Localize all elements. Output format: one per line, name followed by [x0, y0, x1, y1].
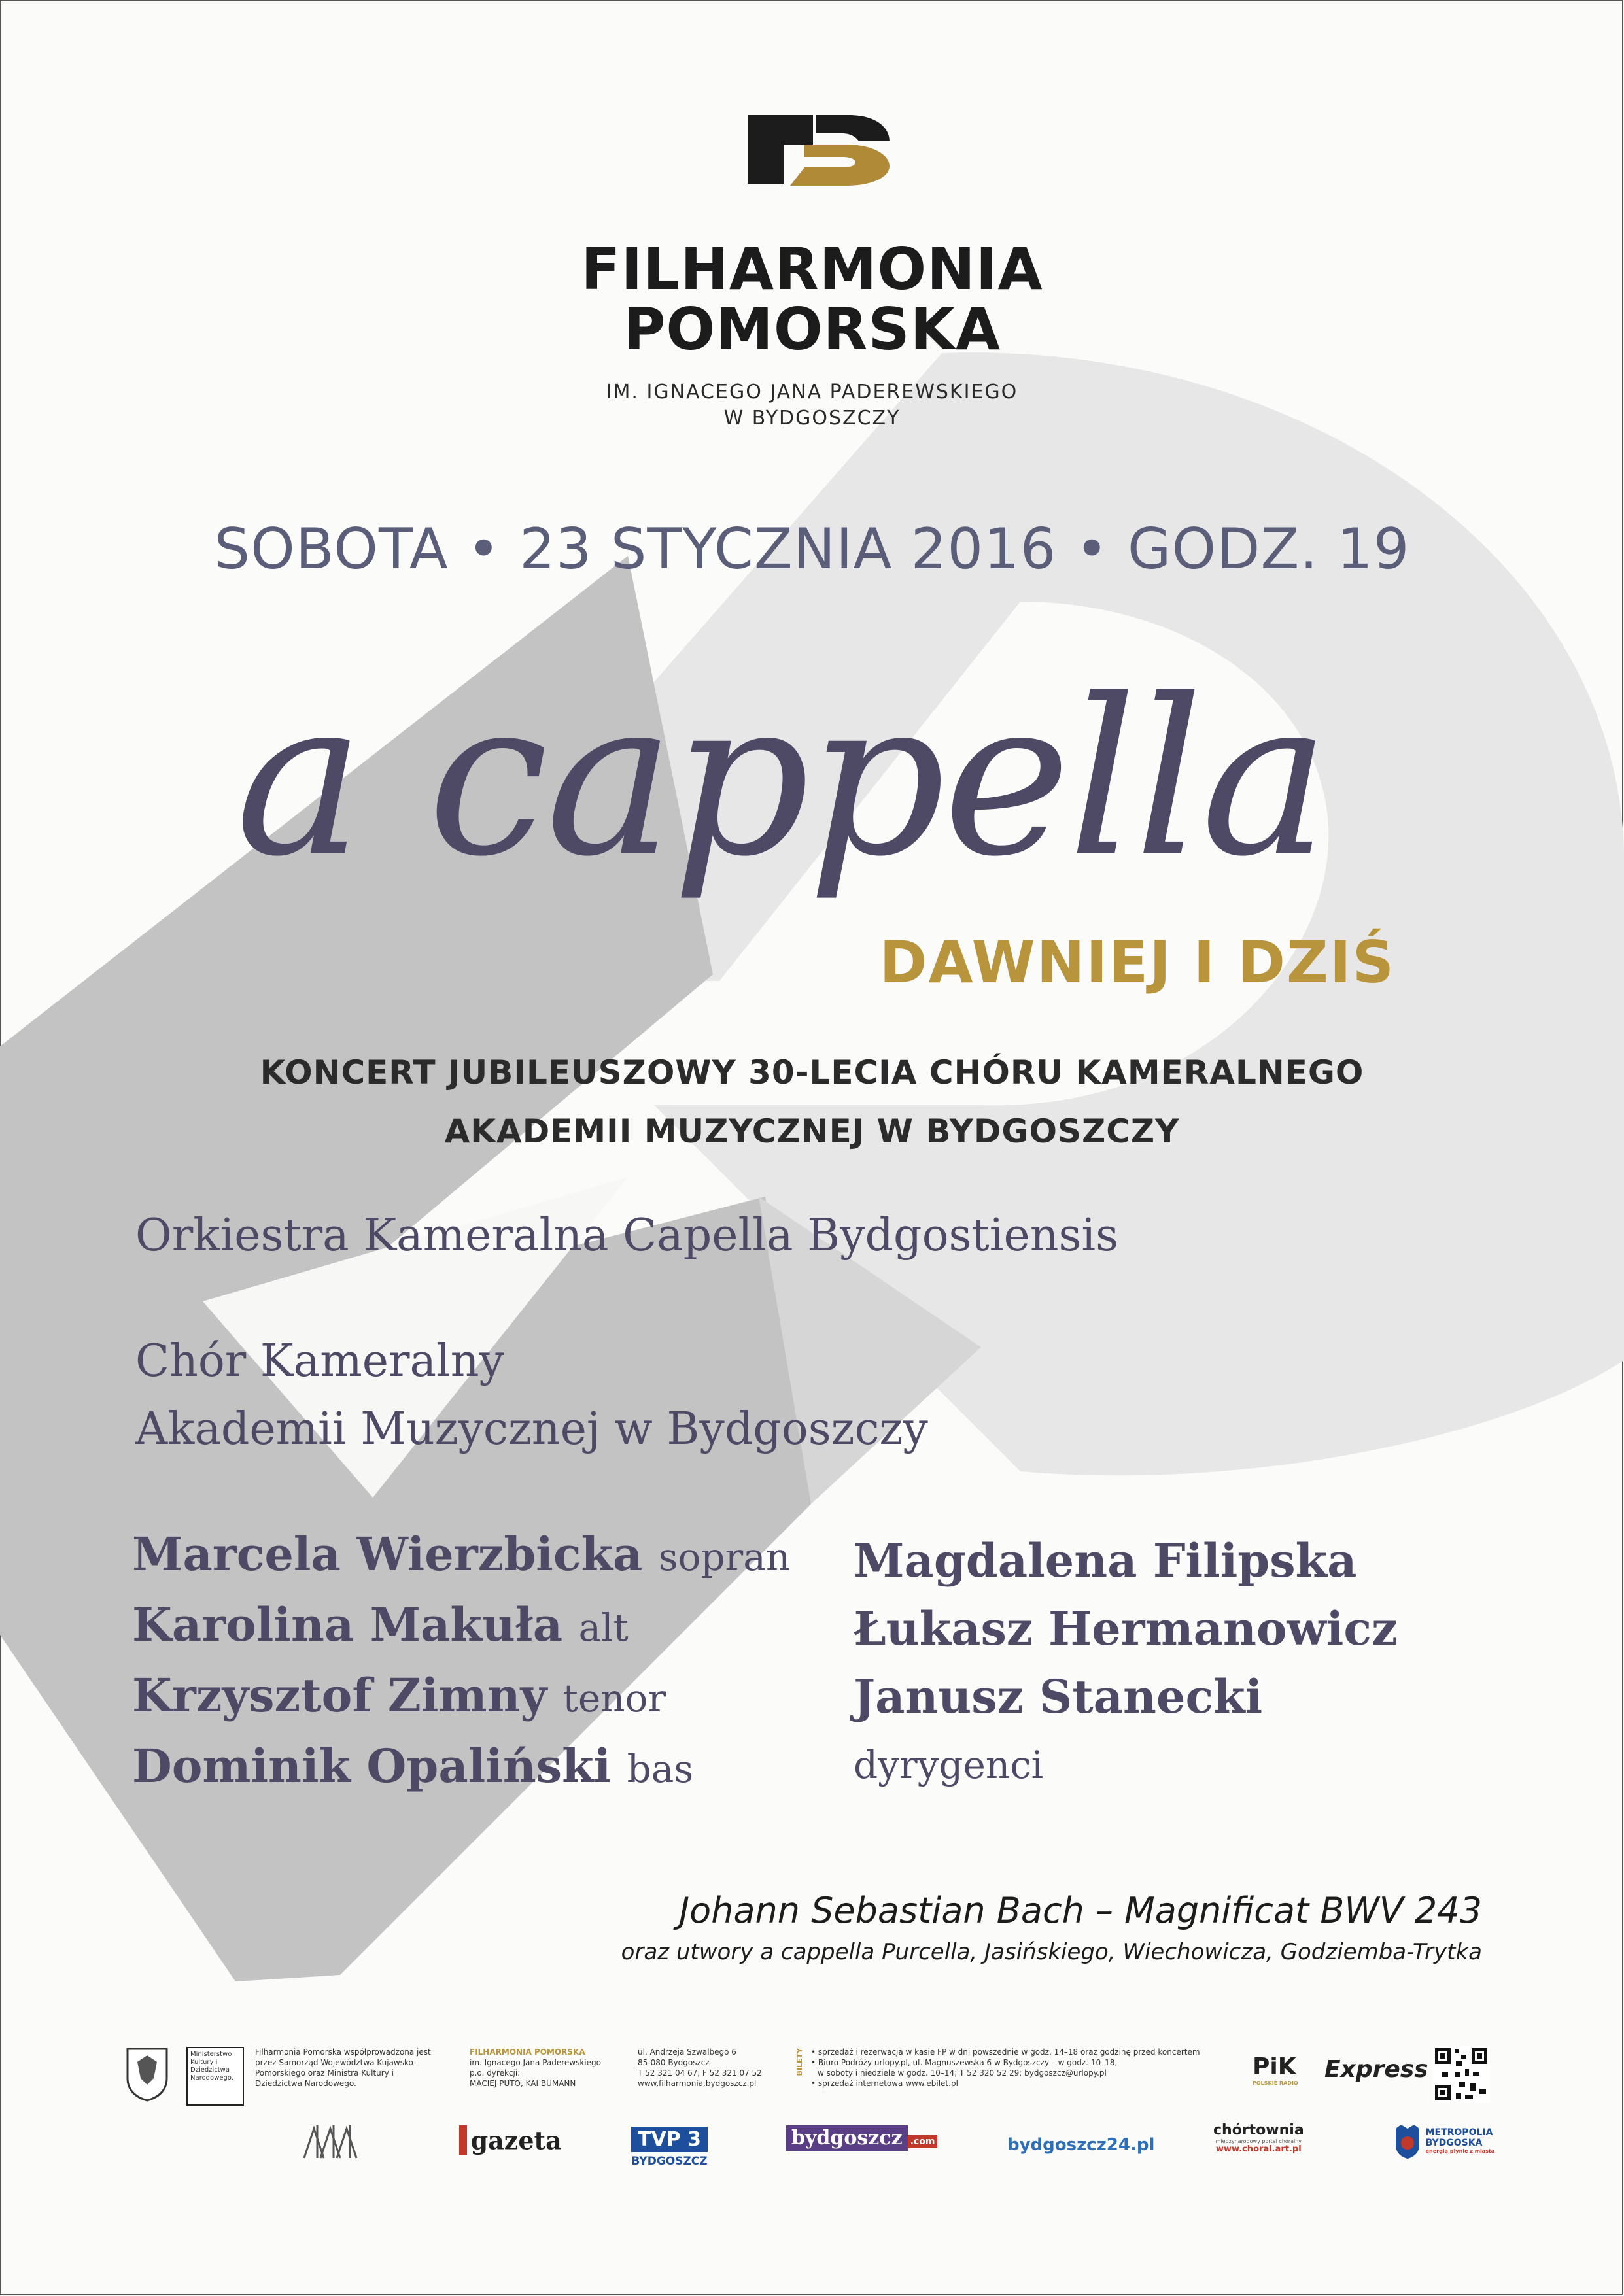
- coat-of-arms-icon: [124, 2046, 170, 2102]
- organization-subtitle-line2: W BYDGOSZCZY: [723, 407, 901, 430]
- orchestra-name: Orkiestra Kameralna Capella Bydgostiensis: [135, 1210, 1119, 1261]
- ministry-logo: Ministerstwo Kultury i Dziedzictwa Narodowego.: [186, 2047, 244, 2106]
- city: 85-080 Bydgoszcz: [638, 2058, 710, 2067]
- soloists-list: [132, 1520, 790, 1803]
- soloist-role: sopran: [658, 1535, 791, 1579]
- pik-logo: PiK POLSKIE RADIO: [1253, 2053, 1298, 2086]
- conductors-list: [854, 1527, 1398, 1799]
- address-director-label: p.o. dyrekcji:: [470, 2068, 521, 2078]
- event-subtitle: DAWNIEJ I DZIŚ: [879, 929, 1395, 996]
- choir-name: [135, 1328, 928, 1464]
- soloist-role: alt: [578, 1605, 629, 1650]
- tickets-block: [811, 2047, 1236, 2089]
- academy-logo-icon: [298, 2122, 370, 2161]
- website-link[interactable]: www.filharmonia.bydgoszcz.pl: [638, 2079, 757, 2088]
- soloist-item: [132, 1662, 790, 1732]
- organization-name-line2: POMORSKA: [623, 296, 1001, 363]
- program-main: Johann Sebastian Bach – Magnificat BWV 243: [679, 1890, 1482, 1931]
- soloist-name: Marcela Wierzbicka: [132, 1527, 643, 1581]
- tickets-label: BILETY: [795, 2048, 804, 2076]
- conductor-name: Janusz Stanecki: [854, 1670, 1263, 1724]
- conductor-name: Magdalena Filipska: [854, 1534, 1357, 1588]
- tickets-info: w soboty i niedziele w godz. 10–14; T 52 320 52 29; bydgoszcz@urlopy.pl: [818, 2068, 1107, 2078]
- filharmonia-logo-icon: [744, 115, 892, 187]
- address-org-sub: im. Ignacego Jana Paderewskiego: [470, 2058, 601, 2067]
- organization-name-line1: FILHARMONIA: [581, 235, 1043, 303]
- phone: T 52 321 04 67, F 52 321 07 52: [638, 2068, 762, 2078]
- bydgoszcz-logo: bydgoszcz .com: [786, 2127, 937, 2150]
- organization-subtitle: [0, 379, 1624, 432]
- bydgoszcz24-logo: bydgoszcz24.pl: [1007, 2135, 1155, 2155]
- metropolia-logo: METROPOLIA BYDGOSKA energią płynie z miasta: [1393, 2122, 1498, 2159]
- chortownia-logo: chórtownia międzynarodowy portal chóralny www.choral.art.pl: [1213, 2122, 1304, 2154]
- contact-block: [638, 2047, 795, 2089]
- tvp-logo: TVP 3 BYDGOSZCZ: [631, 2128, 708, 2168]
- organization-subtitle-line1: IM. IGNACEGO JANA PADEREWSKIEGO: [606, 381, 1018, 403]
- soloist-name: Karolina Makuła: [132, 1598, 563, 1652]
- conductor-name: Łukasz Hermanowicz: [854, 1602, 1398, 1656]
- gazeta-logo: gazeta: [459, 2125, 562, 2155]
- soloist-name: Dominik Opaliński: [132, 1739, 612, 1793]
- soloist-item: [132, 1520, 790, 1591]
- qr-code-icon: [1432, 2046, 1490, 2103]
- soloist-name: Krzysztof Zimny: [132, 1668, 547, 1722]
- cofounded-text: Filharmonia Pomorska współprowadzona jest przez Samorząd Województwa Kujawsko-Pomorskiego oraz Ministra Kultury i Dziedzictwa Narodowego.: [255, 2048, 431, 2088]
- soloist-role: tenor: [562, 1676, 666, 1721]
- organization-name: [0, 235, 1624, 363]
- concert-description-line1: KONCERT JUBILEUSZOWY 30-LECIA CHÓRU KAMERALNEGO: [260, 1054, 1364, 1091]
- tickets-info: • sprzedaż i rezerwacja w kasie FP w dni powszednie w godz. 14–18 oraz godzinę przed koncertem: [811, 2048, 1200, 2057]
- choir-name-line2: Akademii Muzycznej w Bydgoszczy: [135, 1403, 928, 1455]
- footer: [124, 2040, 1511, 2191]
- soloist-item: [132, 1591, 790, 1662]
- concert-description-line2: AKADEMII MUZYCZNEJ W BYDGOSZCZY: [444, 1112, 1180, 1150]
- address-block: [470, 2047, 620, 2089]
- event-date: SOBOTA • 23 STYCZNIA 2016 • GODZ. 19: [214, 517, 1410, 582]
- choir-name-line1: Chór Kameralny: [135, 1335, 504, 1387]
- event-title: a cappella: [235, 653, 1327, 904]
- soloist-item: [132, 1732, 790, 1803]
- street: ul. Andrzeja Szwalbego 6: [638, 2048, 736, 2057]
- address-org: FILHARMONIA POMORSKA: [470, 2048, 585, 2057]
- tickets-info: • sprzedaż internetowa www.ebilet.pl: [811, 2079, 958, 2088]
- tickets-info: • Biuro Podróży urlopy.pl, ul. Magnuszewska 6 w Bydgoszczy – w godz. 10–18,: [811, 2058, 1118, 2067]
- metropolia-icon: [1393, 2122, 1422, 2159]
- address-directors: MACIEJ PUTO, KAI BUMANN: [470, 2079, 576, 2088]
- conductors-role: dyrygenci: [854, 1743, 1044, 1787]
- soloist-role: bas: [627, 1747, 694, 1791]
- express-logo: Express: [1324, 2056, 1428, 2083]
- program-sub: oraz utwory a cappella Purcella, Jasińskiego, Wiechowicza, Godziemba-Trytka: [621, 1939, 1482, 1965]
- concert-description: [0, 1043, 1624, 1161]
